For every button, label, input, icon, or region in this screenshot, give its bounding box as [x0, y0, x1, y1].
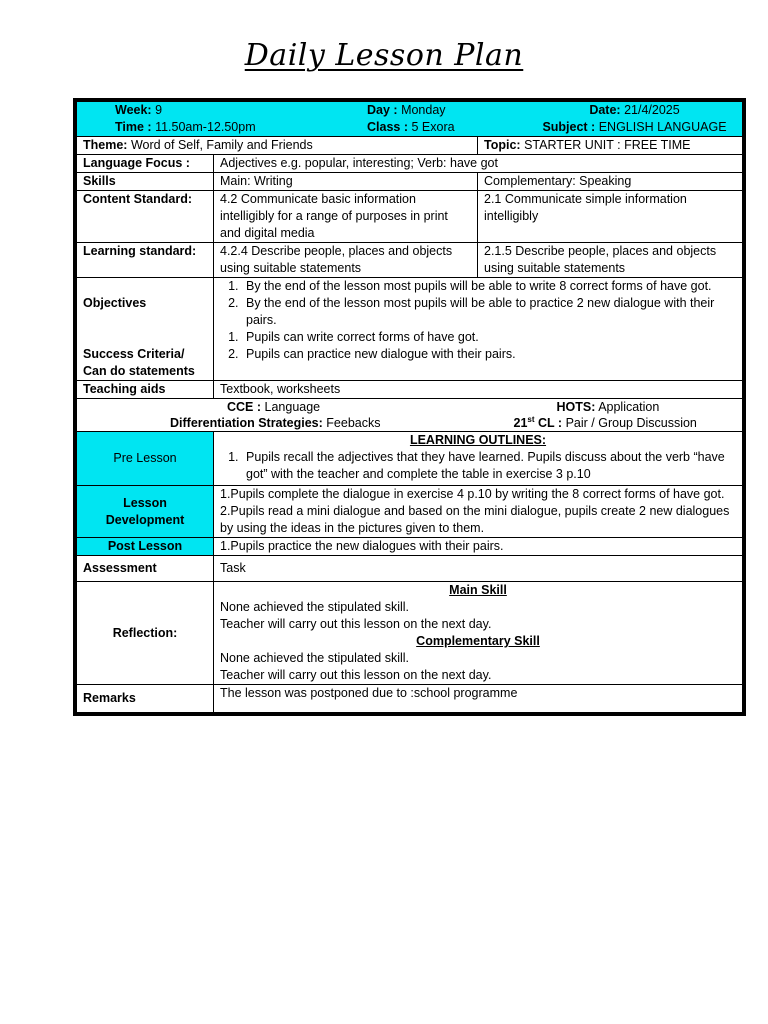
time-value: 11.50am-12.50pm	[155, 120, 256, 134]
cl21-label	[514, 416, 563, 430]
lesson-development-step: 1.Pupils complete the dialogue in exercise 4 p.10 by writing the 8 correct forms of have got.	[220, 487, 725, 501]
main-skill-heading: Main Skill	[449, 583, 507, 597]
skills-row	[77, 173, 743, 191]
topic-label: Topic:	[484, 138, 521, 152]
learning-outlines-heading: LEARNING OUTLINES:	[409, 433, 547, 447]
assessment-label: Assessment	[77, 556, 214, 582]
objectives-row	[77, 278, 743, 381]
day-value: Monday	[401, 103, 446, 117]
skills-main: Main: Writing	[214, 173, 478, 191]
content-standard-label: Content Standard:	[77, 191, 214, 243]
pre-lesson-item: 1. Pupils recall the adjectives that they have learned. Pupils discuss about the verb “have got” with the teacher and complete the table in exercise 3 p.10	[242, 449, 736, 483]
language-focus-row	[77, 155, 743, 173]
cce-row	[77, 399, 743, 432]
teaching-aids-value: Textbook, worksheets	[214, 381, 743, 399]
lesson-development-label-2: Development	[105, 512, 185, 527]
pre-lesson-label: Pre Lesson	[77, 432, 214, 486]
page-title: Daily Lesson Plan	[244, 38, 524, 73]
post-lesson-value: 1.Pupils practice the new dialogues with their pairs.	[214, 538, 743, 556]
remarks-value: The lesson was postponed due to :school programme	[214, 685, 743, 713]
remarks-label: Remarks	[77, 685, 214, 713]
cl21-suffix: st	[527, 414, 535, 424]
class-label: Class :	[367, 120, 408, 134]
lesson-plan-table	[73, 98, 746, 716]
hots-label: HOTS:	[556, 400, 596, 414]
complementary-skill-heading: Complementary Skill	[416, 634, 540, 648]
objective-item: 1. By the end of the lesson most pupils will be able to write 8 correct forms of have got.	[242, 278, 736, 295]
topic-value: STARTER UNIT : FREE TIME	[524, 138, 691, 152]
reflection-label: Reflection:	[77, 582, 214, 685]
cce-label: CCE :	[227, 400, 262, 414]
complementary-skill-line: None achieved the stipulated skill.	[220, 651, 410, 665]
theme-label: Theme:	[83, 138, 128, 152]
lesson-development-row	[77, 486, 743, 538]
week-label: Week:	[115, 103, 152, 117]
post-lesson-label: Post Lesson	[77, 538, 214, 556]
header-band	[77, 102, 743, 137]
subject-value: ENGLISH LANGUAGE	[598, 120, 727, 134]
hots-value: Application	[598, 400, 660, 414]
cce-value: Language	[264, 400, 321, 414]
main-skill-line: None achieved the stipulated skill.	[220, 600, 410, 614]
week-value: 9	[155, 103, 163, 117]
success-criteria-label-2: Can do statements	[83, 364, 195, 378]
class-value: 5 Exora	[411, 120, 455, 134]
skills-complementary: Complementary: Speaking	[478, 173, 743, 191]
content-standard-row	[77, 191, 743, 243]
success-criteria-list	[220, 329, 736, 363]
cl21-value: Pair / Group Discussion	[565, 416, 697, 430]
learning-standard-complementary: 2.1.5 Describe people, places and objects using suitable statements	[478, 243, 743, 278]
content-standard-complementary: 2.1 Communicate simple information intelligibly	[478, 191, 743, 243]
content-standard-main: 4.2 Communicate basic information intelligibly for a range of purposes in print and digital media	[214, 191, 478, 243]
skills-label: Skills	[77, 173, 214, 191]
theme-value: Word of Self, Family and Friends	[130, 138, 313, 152]
assessment-row	[77, 556, 743, 582]
lesson-development-label-1: Lesson	[123, 495, 167, 510]
objectives-list	[220, 278, 736, 329]
success-criteria-label-1: Success Criteria/	[83, 347, 185, 361]
learning-standard-row	[77, 243, 743, 278]
cl21-label-rest: CL :	[538, 416, 563, 430]
cl21-number: 21	[513, 416, 528, 430]
day-label: Day :	[367, 103, 398, 117]
date-label: Date:	[589, 103, 621, 117]
theme-row	[77, 137, 743, 155]
success-criteria-item: 2. Pupils can practice new dialogue with their pairs.	[242, 346, 736, 363]
assessment-value: Task	[214, 556, 743, 582]
learning-standard-main: 4.2.4 Describe people, places and objects using suitable statements	[214, 243, 478, 278]
main-skill-line: Teacher will carry out this lesson on the next day.	[220, 617, 492, 631]
lesson-development-step: 2.Pupils read a mini dialogue and based on the mini dialogue, pupils create 2 new dialogues by using the ideas in the pictures given to them.	[220, 504, 730, 535]
objective-item: 2. By the end of the lesson most pupils will be able to practice 2 new dialogue with their pairs.	[242, 295, 736, 329]
language-focus-value: Adjectives e.g. popular, interesting; Verb: have got	[214, 155, 743, 173]
post-lesson-row	[77, 538, 743, 556]
differentiation-value: Feebacks	[326, 416, 381, 430]
learning-standard-label: Learning standard:	[77, 243, 214, 278]
pre-lesson-row	[77, 432, 743, 486]
teaching-aids-label: Teaching aids	[77, 381, 214, 399]
objectives-label: Objectives	[83, 296, 147, 310]
remarks-row	[77, 685, 743, 713]
complementary-skill-line: Teacher will carry out this lesson on the next day.	[220, 668, 492, 682]
date-value: 21/4/2025	[624, 103, 680, 117]
differentiation-label: Differentiation Strategies:	[170, 416, 323, 430]
language-focus-label: Language Focus :	[77, 155, 214, 173]
time-label: Time :	[115, 120, 152, 134]
subject-label: Subject :	[542, 120, 596, 134]
pre-lesson-list	[220, 449, 736, 483]
teaching-aids-row	[77, 381, 743, 399]
success-criteria-item: 1. Pupils can write correct forms of have got.	[242, 329, 736, 346]
reflection-row	[77, 582, 743, 685]
